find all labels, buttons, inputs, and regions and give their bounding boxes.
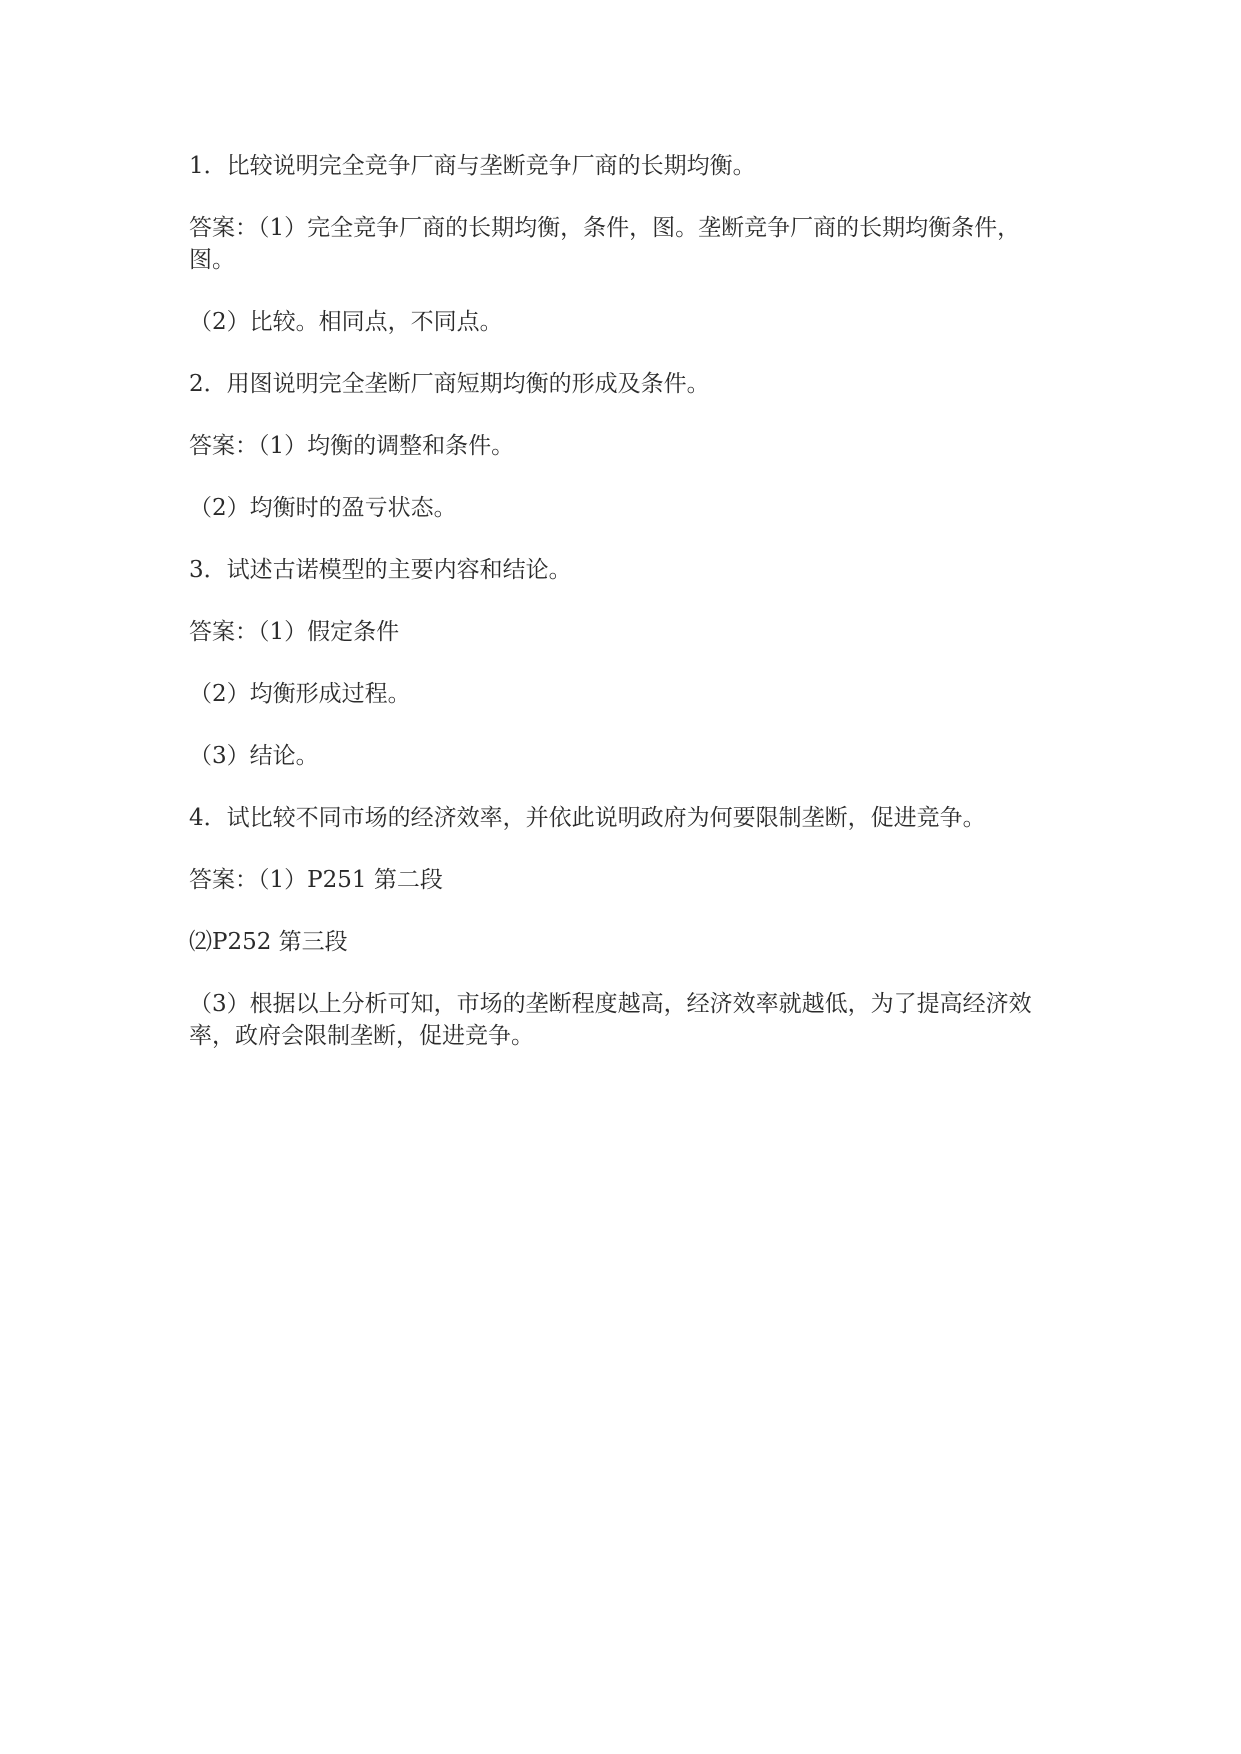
answer-1-part-2: （2）比较。相同点，不同点。 bbox=[189, 309, 503, 335]
answer-3-part-1: 答案：（1）假定条件 bbox=[189, 619, 400, 645]
answer-2-part-2: （2）均衡时的盈亏状态。 bbox=[189, 495, 457, 521]
question-4: 4．试比较不同市场的经济效率，并依此说明政府为何要限制垄断，促进竞争。 bbox=[189, 805, 986, 831]
answer-3-part-3: （3）结论。 bbox=[189, 743, 319, 769]
answer-4-part-2: ⑵P252 第三段 bbox=[189, 929, 348, 955]
document-body bbox=[189, 150, 1059, 1082]
question-3: 3．试述古诺模型的主要内容和结论。 bbox=[189, 557, 572, 583]
answer-4-part-1: 答案：（1）P251 第二段 bbox=[189, 867, 443, 893]
answer-2-part-1: 答案：（1）均衡的调整和条件。 bbox=[189, 433, 515, 459]
question-1: 1．比较说明完全竞争厂商与垄断竞争厂商的长期均衡。 bbox=[189, 153, 756, 179]
question-2: 2．用图说明完全垄断厂商短期均衡的形成及条件。 bbox=[189, 371, 710, 397]
answer-3-part-2: （2）均衡形成过程。 bbox=[189, 681, 411, 707]
answer-4-part-3: （3）根据以上分析可知，市场的垄断程度越高，经济效率就越低，为了提高经济效率，政府会限制垄断，促进竞争。 bbox=[189, 991, 1032, 1049]
answer-1-part-1: 答案：（1）完全竞争厂商的长期均衡，条件，图。垄断竞争厂商的长期均衡条件，图。 bbox=[189, 215, 1021, 273]
